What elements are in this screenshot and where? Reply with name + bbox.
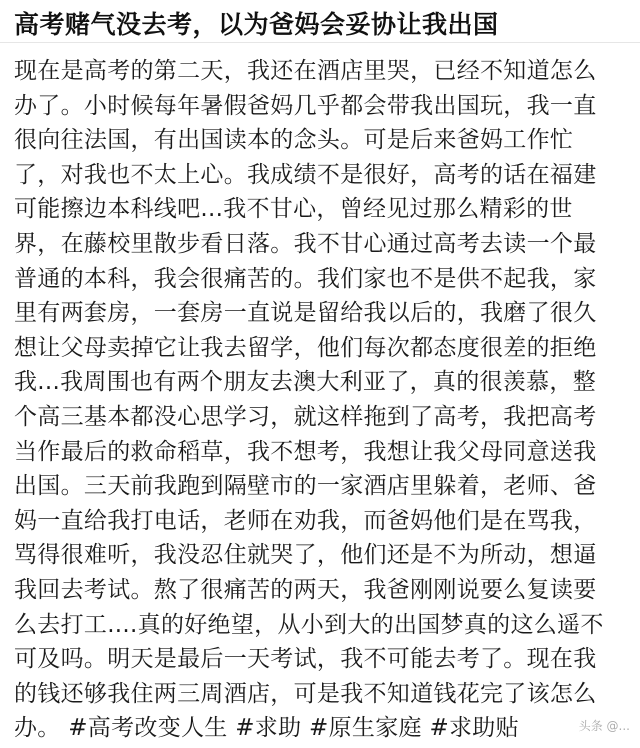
last-line-prefix: 办。 bbox=[14, 715, 61, 742]
body-line: 么去打工....真的好绝望，从小到大的出国梦真的这么遥不 bbox=[14, 611, 604, 638]
body-line: 出国。三天前我跑到隔壁市的一家酒店里躲着，老师、爸 bbox=[14, 473, 597, 500]
body-line: 骂得很难听，我没忍住就哭了，他们还是不为所动，想逼 bbox=[14, 542, 597, 569]
watermark: 头条 @... bbox=[578, 719, 630, 733]
body-line: 可能擦边本科线吧...我不甘心，曾经见过那么精彩的世 bbox=[14, 196, 573, 223]
body-line: 界，在藤校里散步看日落。我不甘心通过高考去读一个最 bbox=[14, 230, 597, 257]
hashtag-help[interactable]: #求助 bbox=[235, 715, 302, 742]
body-line: 普通的本科，我会很痛苦的。我们家也不是供不起我，家 bbox=[14, 265, 597, 292]
hashtag-help-post[interactable]: #求助贴 bbox=[429, 715, 519, 742]
body-line: 当作最后的救命稻草，我不想考，我想让我父母同意送我 bbox=[14, 438, 597, 465]
body-line: 办了。小时候每年暑假爸妈几乎都会带我出国玩，我一直 bbox=[14, 92, 597, 119]
body-line: 很向往法国，有出国读本的念头。可是后来爸妈工作忙 bbox=[14, 127, 574, 154]
body-line: 现在是高考的第二天，我还在酒店里哭，已经不知道怎么 bbox=[14, 58, 597, 84]
title-divider bbox=[0, 42, 640, 43]
hashtag-family-of-origin[interactable]: #原生家庭 bbox=[309, 715, 422, 742]
body-line: 的钱还够我住两三周酒店，可是我不知道钱花完了该怎么 bbox=[14, 680, 597, 707]
body-line: 了，对我也不太上心。我成绩不是很好，高考的话在福建 bbox=[14, 161, 597, 188]
body-line: 我...我周围也有两个朋友去澳大利亚了，真的很羡慕，整 bbox=[14, 369, 597, 396]
body-line: 我回去考试。熬了很痛苦的两天，我爸刚刚说要么复读要 bbox=[14, 576, 597, 603]
hashtag-gaokao-change-life[interactable]: #高考改变人生 bbox=[68, 715, 228, 742]
body-line: 妈一直给我打电话，老师在劝我，而爸妈他们是在骂我， bbox=[14, 507, 597, 534]
body-line: 个高三基本都没心思学习，就这样拖到了高考，我把高考 bbox=[14, 403, 597, 430]
post-title: 高考赌气没去考，以为爸妈会妥协让我出国 bbox=[14, 10, 499, 39]
body-line: 里有两套房，一套房一直说是留给我以后的，我磨了很久 bbox=[14, 300, 597, 327]
last-line bbox=[14, 711, 626, 746]
body-line: 可及吗。明天是最后一天考试，我不可能去考了。现在我 bbox=[14, 646, 597, 673]
body-line: 想让父母卖掉它让我去留学，他们每次都态度很差的拒绝 bbox=[14, 334, 597, 361]
post-body bbox=[14, 54, 626, 746]
